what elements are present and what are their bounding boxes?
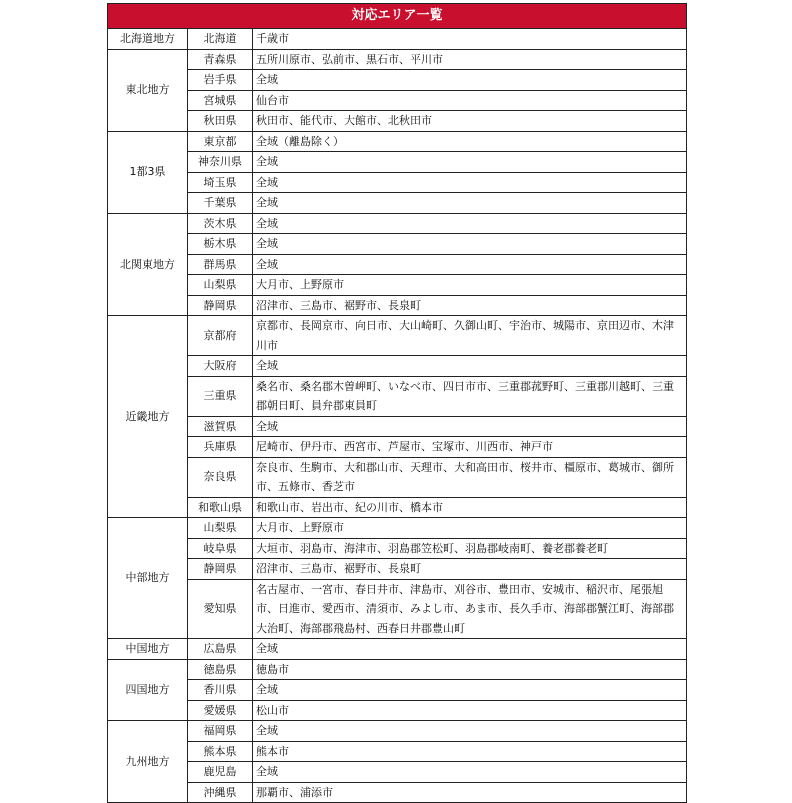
prefecture-cell: 福岡県: [188, 721, 253, 742]
cities-cell: 全域（離島除く）: [253, 131, 687, 152]
prefecture-cell: 愛知県: [188, 579, 253, 639]
region-cell: 中国地方: [108, 639, 188, 660]
table-row: [108, 111, 687, 132]
cities-cell: 大月市、上野原市: [253, 518, 687, 539]
prefecture-cell: 群馬県: [188, 254, 253, 275]
table-row: [108, 579, 687, 639]
prefecture-cell: 徳島県: [188, 659, 253, 680]
table-row: [108, 49, 687, 70]
table-row: [108, 680, 687, 701]
prefecture-cell: 京都府: [188, 316, 253, 356]
table-row: [108, 559, 687, 580]
cities-cell: 全域: [253, 639, 687, 660]
prefecture-cell: 岩手県: [188, 70, 253, 91]
table-row: [108, 29, 687, 50]
cities-cell: 沼津市、三島市、裾野市、長泉町: [253, 559, 687, 580]
table-row: [108, 376, 687, 416]
table-row: [108, 172, 687, 193]
cities-cell: 名古屋市、一宮市、春日井市、津島市、刈谷市、豊田市、安城市、稲沢市、尾張旭市、日進市、愛西市、清須市、みよし市、あま市、長久手市、海部郡蟹江町、海部郡大治町、海部郡飛島村、西春日井郡豊山町: [253, 579, 687, 639]
region-cell: 北関東地方: [108, 213, 188, 316]
cities-cell: 徳島市: [253, 659, 687, 680]
prefecture-cell: 青森県: [188, 49, 253, 70]
table-row: [108, 437, 687, 458]
prefecture-cell: 熊本県: [188, 741, 253, 762]
cities-cell: 全域: [253, 762, 687, 783]
cities-cell: 全域: [253, 152, 687, 173]
cities-cell: 京都市、長岡京市、向日市、大山崎町、久御山町、宇治市、城陽市、京田辺市、木津川市: [253, 316, 687, 356]
cities-cell: 全域: [253, 70, 687, 91]
cities-cell: 全域: [253, 680, 687, 701]
prefecture-cell: 三重県: [188, 376, 253, 416]
prefecture-cell: 鹿児島: [188, 762, 253, 783]
table-row: [108, 275, 687, 296]
cities-cell: 桑名市、桑名郡木曽岬町、いなべ市、四日市市、三重郡菰野町、三重郡川越町、三重郡朝日町、員弁郡東員町: [253, 376, 687, 416]
cities-cell: 大垣市、羽島市、海津市、羽島郡笠松町、羽島郡岐南町、養老郡養老町: [253, 538, 687, 559]
cities-cell: 奈良市、生駒市、大和郡山市、天理市、大和高田市、桜井市、橿原市、葛城市、御所市、五條市、香芝市: [253, 457, 687, 497]
region-cell: 北海道地方: [108, 29, 188, 50]
table-row: [108, 213, 687, 234]
region-cell: 中部地方: [108, 518, 188, 639]
table-row: [108, 295, 687, 316]
region-cell: 四国地方: [108, 659, 188, 721]
region-cell: 1都3県: [108, 131, 188, 213]
cities-cell: 那覇市、浦添市: [253, 782, 687, 803]
table-row: [108, 721, 687, 742]
cities-cell: 秋田市、能代市、大館市、北秋田市: [253, 111, 687, 132]
table-body: [108, 29, 687, 803]
table-row: [108, 782, 687, 803]
prefecture-cell: 静岡県: [188, 295, 253, 316]
prefecture-cell: 茨木県: [188, 213, 253, 234]
region-cell: 近畿地方: [108, 316, 188, 518]
cities-cell: 全域: [253, 254, 687, 275]
prefecture-cell: 神奈川県: [188, 152, 253, 173]
prefecture-cell: 沖縄県: [188, 782, 253, 803]
cities-cell: 和歌山市、岩出市、紀の川市、橋本市: [253, 497, 687, 518]
region-cell: 東北地方: [108, 49, 188, 131]
cities-cell: 全域: [253, 193, 687, 214]
cities-cell: 全域: [253, 234, 687, 255]
prefecture-cell: 山梨県: [188, 518, 253, 539]
prefecture-cell: 滋賀県: [188, 416, 253, 437]
cities-cell: 五所川原市、弘前市、黒石市、平川市: [253, 49, 687, 70]
prefecture-cell: 大阪府: [188, 356, 253, 377]
table-row: [108, 538, 687, 559]
table-row: [108, 90, 687, 111]
prefecture-cell: 愛媛県: [188, 700, 253, 721]
prefecture-cell: 秋田県: [188, 111, 253, 132]
table-row: [108, 254, 687, 275]
table-row: [108, 457, 687, 497]
table-row: [108, 193, 687, 214]
table-row: [108, 416, 687, 437]
prefecture-cell: 静岡県: [188, 559, 253, 580]
cities-cell: 全域: [253, 721, 687, 742]
table-row: [108, 762, 687, 783]
table-row: [108, 152, 687, 173]
table-row: [108, 234, 687, 255]
cities-cell: 全域: [253, 172, 687, 193]
table-row: [108, 659, 687, 680]
prefecture-cell: 千葉県: [188, 193, 253, 214]
prefecture-cell: 埼玉県: [188, 172, 253, 193]
prefecture-cell: 和歌山県: [188, 497, 253, 518]
region-cell: 九州地方: [108, 721, 188, 803]
table-header-row: [108, 4, 687, 29]
cities-cell: 千歳市: [253, 29, 687, 50]
table-row: [108, 497, 687, 518]
prefecture-cell: 宮城県: [188, 90, 253, 111]
prefecture-cell: 北海道: [188, 29, 253, 50]
table-title: 対応エリア一覧: [108, 4, 687, 29]
prefecture-cell: 広島県: [188, 639, 253, 660]
table-row: [108, 518, 687, 539]
cities-cell: 熊本市: [253, 741, 687, 762]
table-row: [108, 356, 687, 377]
cities-cell: 大月市、上野原市: [253, 275, 687, 296]
cities-cell: 松山市: [253, 700, 687, 721]
table-row: [108, 316, 687, 356]
prefecture-cell: 東京都: [188, 131, 253, 152]
table-row: [108, 70, 687, 91]
cities-cell: 全域: [253, 213, 687, 234]
table-row: [108, 639, 687, 660]
prefecture-cell: 岐阜県: [188, 538, 253, 559]
table-row: [108, 131, 687, 152]
cities-cell: 沼津市、三島市、裾野市、長泉町: [253, 295, 687, 316]
prefecture-cell: 奈良県: [188, 457, 253, 497]
table-row: [108, 741, 687, 762]
prefecture-cell: 山梨県: [188, 275, 253, 296]
cities-cell: 尼崎市、伊丹市、西宮市、芦屋市、宝塚市、川西市、神戸市: [253, 437, 687, 458]
area-table: [107, 3, 687, 803]
table-row: [108, 700, 687, 721]
prefecture-cell: 香川県: [188, 680, 253, 701]
prefecture-cell: 栃木県: [188, 234, 253, 255]
cities-cell: 仙台市: [253, 90, 687, 111]
cities-cell: 全域: [253, 356, 687, 377]
cities-cell: 全域: [253, 416, 687, 437]
prefecture-cell: 兵庫県: [188, 437, 253, 458]
